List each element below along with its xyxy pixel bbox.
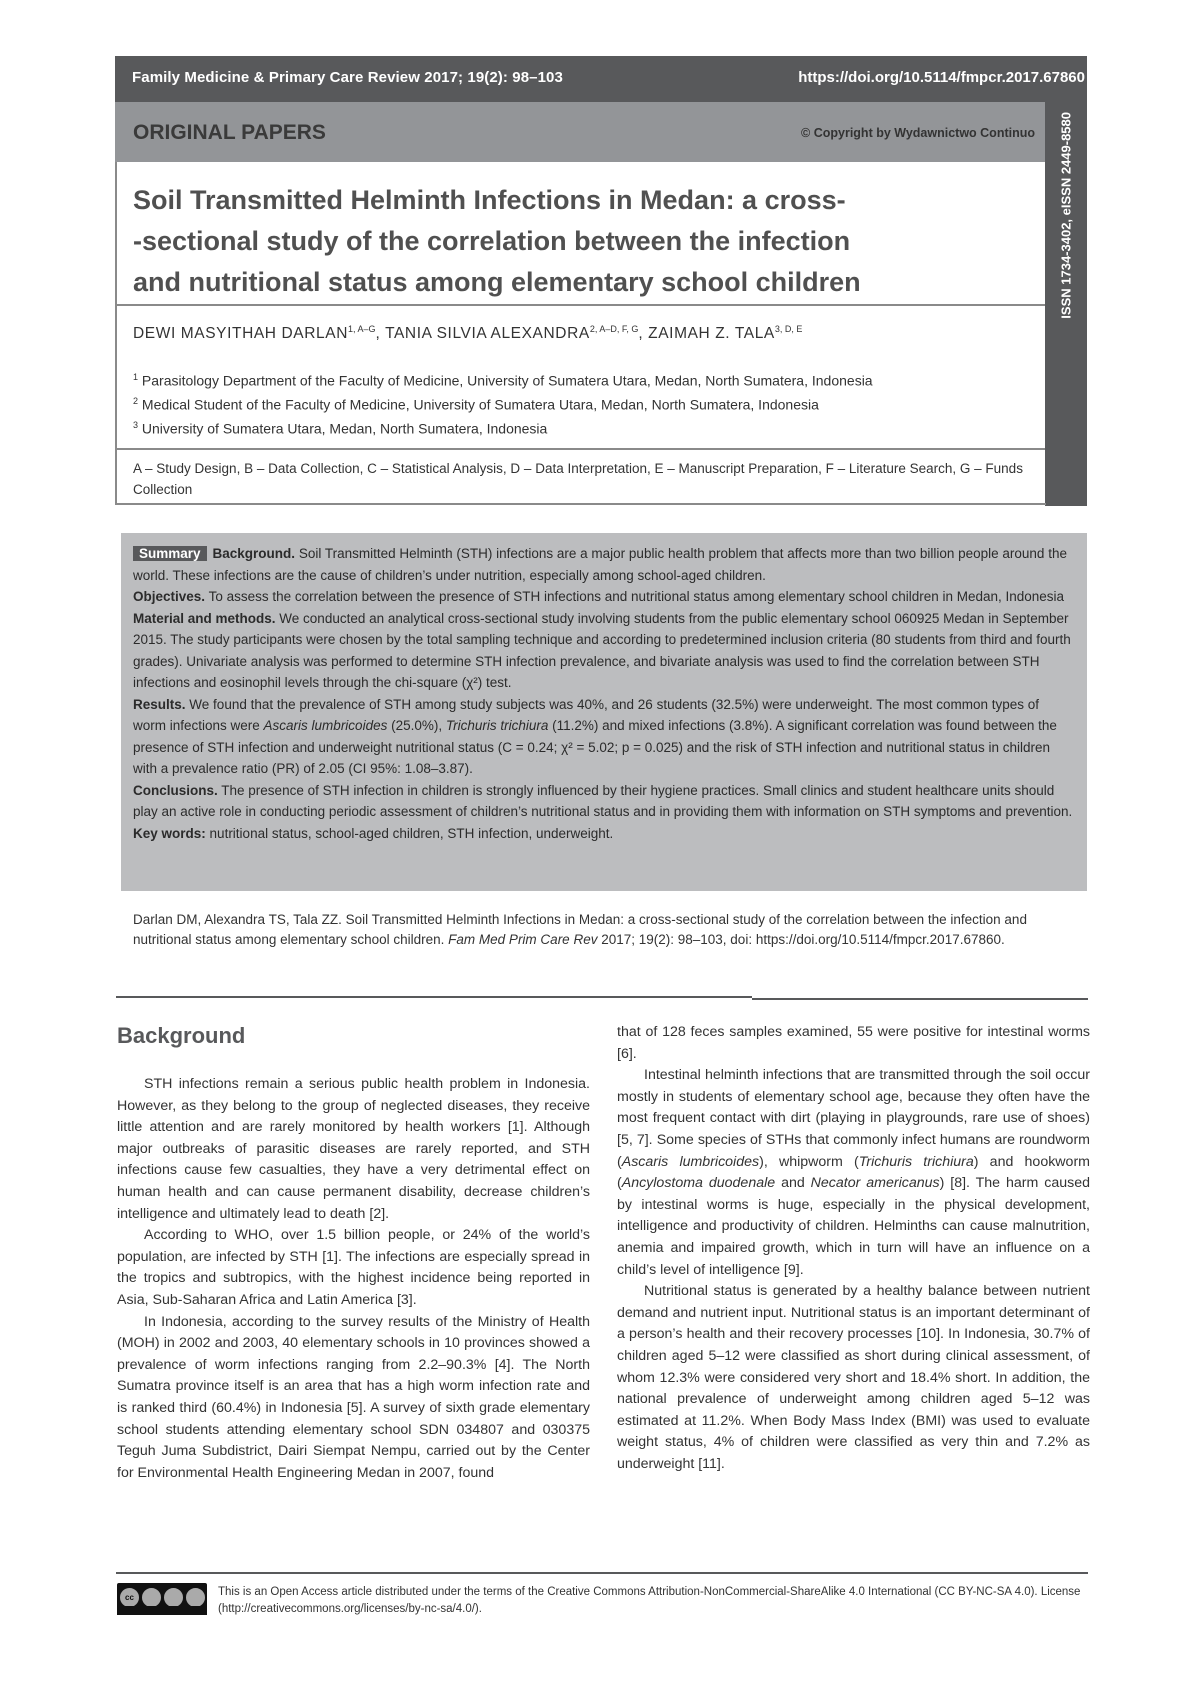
paragraph: Intestinal helminth infections that are transmitted through the soil occur mostly in students of elementary school age, because they often have the most frequent contact with dirt (playing in playgrounds, rare use of shoes) [5, 7]. Some species of STHs that commonly infect humans are roundworm (Ascaris lumbricoides), whipworm (Trichuris trichiura) and hookworm (Ancylostoma duodenale and Necator americanus) [8]. The harm caused by intestinal worms is huge, especially in the physical development, intelligence and productivity of children. Helminths can cause malnutrition, anemia and impaired growth, which in turn will have an influence on a child’s level of intelligence [9]. xyxy=(617,1067,1090,1278)
summary-keywords xyxy=(133,823,1073,845)
text: The presence of STH infection in children is strongly influenced by their hygiene practices. Small clinics and student healthcare units should play an active role in conducting periodic assessment of children’s nutritional status and in providing them with information on STH symptoms and prevention. xyxy=(133,782,1073,819)
species-name: Trichuris trichiura xyxy=(858,1153,974,1170)
author-name: DEWI MASYITHAH DARLAN xyxy=(133,325,348,343)
text: To assess the correlation between the presence of STH infections and nutritional status among elementary school children in Medan, Indonesia xyxy=(208,589,1065,604)
citation-text: Darlan DM, Alexandra TS, Tala ZZ. Soil Transmitted Helminth Infections in Medan: a cross-sectional study of the correlation between the infection and nutritional status among elementary school children. xyxy=(133,912,1027,947)
copyright-notice: © Copyright by Wydawnictwo Continuo xyxy=(801,126,1035,140)
summary-conclusions xyxy=(133,780,1073,823)
species-name: Ancylostoma duodenale xyxy=(621,1175,776,1192)
title-line: Soil Transmitted Helminth Infections in Medan: a cross- xyxy=(133,185,846,215)
affiliation xyxy=(133,372,873,389)
species-name: Trichuris trichiura xyxy=(445,718,549,733)
section-heading: Background xyxy=(117,1023,246,1048)
paragraph: Nutritional status is generated by a healthy balance between nutrient demand and nutrient input. Nutritional status is an important determinant of a person’s health and their recovery processes [10]. In Indonesia, 30.7% of children aged 5–12 were classified as short during clinical assessment, of whom 12.3% were considered very short and 18.4% short. In addition, the national prevalence of underweight among children aged 5–12 was estimated at 11.2%. When Body Mass Index (BMI) was used to evaluate weight status, 4% of children were classified as very thin and 7.2% as underweight [11]. xyxy=(617,1283,1090,1472)
text: nutritional status, school-aged children, STH infection, underweight. xyxy=(209,825,614,841)
label: Background. xyxy=(212,546,296,561)
text: We found that the prevalence of STH among study subjects was 40%, and 26 students (32.5%) were underweight. The most common types of worm infections were xyxy=(133,696,1040,733)
affiliation-num: 3 xyxy=(133,420,139,430)
author-sup: 2, A–D, F, G xyxy=(589,324,639,334)
paragraph: According to WHO, over 1.5 billion people, or 24% of the world’s population, are infected by STH [1]. The infections are especially spread in the tropics and subtropics, with the highest incidence being reported in Asia, Sub-Saharan Africa and Latin America [3]. xyxy=(117,1227,590,1308)
species-name: Necator americanus xyxy=(810,1175,940,1192)
citation-text: 2017; 19(2): 98–103, doi: https://doi.org/10.5114/fmpcr.2017.67860. xyxy=(597,932,1005,947)
summary-results xyxy=(133,694,1073,780)
how-to-cite xyxy=(133,910,1078,950)
divider xyxy=(117,448,1045,450)
text: We conducted an analytical cross-sectional study involving students from the public elementary school 060925 Medan in September 2015. The study participants were chosen by the total sampling technique and according to predetermined inclusion criteria (80 students from third and fourth grades). Univariate analysis was performed to determine STH infection prevalence, and bivariate analysis was used to find the correlation between STH infections and eosinophil levels through the chi-square (χ²) test. xyxy=(133,610,1071,690)
paragraph: that of 128 feces samples examined, 55 were positive for intestinal worms [6]. xyxy=(617,1024,1090,1062)
affiliation-text: University of Sumatera Utara, Medan, North Sumatera, Indonesia xyxy=(141,420,548,437)
text: (25.0%), xyxy=(387,718,446,733)
author-name: ZAIMAH Z. TALA xyxy=(648,325,775,343)
label: Results. xyxy=(133,696,186,712)
affiliation-text: Medical Student of the Faculty of Medicine, University of Sumatera Utara, Medan, North Sumatera, Indonesia xyxy=(141,396,819,413)
author-name: TANIA SILVIA ALEXANDRA xyxy=(385,325,590,343)
label: Material and methods. xyxy=(133,610,276,626)
doi-link[interactable]: https://doi.org/10.5114/fmpcr.2017.67860 xyxy=(798,69,1085,86)
citation-journal: Fam Med Prim Care Rev xyxy=(448,932,598,947)
affiliation-num: 2 xyxy=(133,396,139,406)
issn-sidebar xyxy=(1045,102,1087,506)
issn-text: ISSN 1734-3402, eISSN 2449-8580 xyxy=(1058,112,1074,319)
text: Soil Transmitted Helminth (STH) infections are a major public health problem that affects more than two billion people around the world. These infections are the cause of children’s under nutrition, especially among school-aged children. xyxy=(133,546,1067,583)
summary-methods xyxy=(133,608,1073,694)
label: Conclusions. xyxy=(133,782,218,798)
cc-icon-bar xyxy=(117,1606,207,1615)
paragraph: In Indonesia, according to the survey results of the Ministry of Health (MOH) in 2002 and 2003, 40 elementary schools in 10 provinces showed a prevalence of worm infections ranging from 2.2–90.3% [4]. The North Sumatra province itself is an area that has a high worm infection rate and is ranked third (60.4%) in Indonesia [5]. A survey of sixth grade elementary school students attending elementary school SDN 034807 and 030375 Teguh Juma Subdistrict, Dairi Siempat Nempu, carried out by the Center for Environmental Health Engineering Medan in 2007, found xyxy=(117,1313,590,1481)
divider xyxy=(116,996,752,998)
label: Key words: xyxy=(133,825,206,841)
summary-background xyxy=(133,543,1073,586)
text: (11.2%) and mixed infections (3.8%). A significant correlation was found between the presence of STH infection and underweight nutritional status (C = 0.24; χ² = 5.02; p = 0.025) and the risk of STH infection and nutritional status in children with a prevalence ratio (PR) of 2.05 (CI 95%: 1.08–3.87). xyxy=(133,718,1057,776)
author-sup: 1, A–G xyxy=(348,324,376,334)
cc-license-icon[interactable] xyxy=(117,1583,207,1615)
contribution-legend: A – Study Design, B – Data Collection, C – Statistical Analysis, D – Data Interpretation, E – Manuscript Preparation, F – Literature Search, G – Funds Collection xyxy=(133,461,1023,497)
summary-objectives xyxy=(133,586,1073,608)
species-name: Ascaris lumbricoides xyxy=(621,1153,760,1170)
affiliation xyxy=(133,420,547,437)
author-list: DEWI MASYITHAH $DARLAN^{1, A-G}$, TANIA SILVIA $ALEXANDRA^{2, A-D, F, G}$, ZAIMAH Z. $TALA^{3, D, E}$ xyxy=(133,324,803,343)
body-column-right xyxy=(617,1022,1090,1475)
affiliation-num: 1 xyxy=(133,372,139,382)
title-line: and nutritional status among elementary school children xyxy=(133,267,861,297)
divider xyxy=(117,304,1045,306)
label: Objectives. xyxy=(133,589,206,604)
divider xyxy=(116,1572,1088,1574)
section-label: ORIGINAL PAPERS xyxy=(133,121,326,144)
author-sup: 3, D, E xyxy=(774,324,803,334)
paragraph: STH infections remain a serious public health problem in Indonesia. However, as they belong to the group of neglected diseases, they receive little attention and are rarely monitored by health workers [1]. Although major outbreaks of parasitic diseases are rarely reported, and STH infections cause few casualties, they have a very detrimental effect on human health and can cause permanent disability, decrease children’s intelligence and ultimately lead to death [2]. xyxy=(117,1076,590,1222)
species-name: Ascaris lumbricoides xyxy=(263,718,388,733)
title-line: -sectional study of the correlation between the infection xyxy=(133,226,851,256)
summary-tag: Summary xyxy=(133,546,207,561)
license-text: This is an Open Access article distributed under the terms of the Creative Commons Attribution-NonCommercial-ShareAlike 4.0 International (CC BY-NC-SA 4.0). License (http://creativecommons.org/licenses/by-nc-sa/4.0/). xyxy=(218,1586,1081,1615)
body-column-left xyxy=(117,1074,590,1484)
affiliation xyxy=(133,396,819,413)
affiliation-text: Parasitology Department of the Faculty of Medicine, University of Sumatera Utara, Medan, North Sumatera, Indonesia xyxy=(141,372,873,389)
summary-box xyxy=(121,533,1087,891)
divider xyxy=(752,998,1088,1000)
article-title xyxy=(133,180,993,303)
cc-icon: cc xyxy=(118,1586,141,1609)
journal-citation: Family Medicine & Primary Care Review 2017; 19(2): 98–103 xyxy=(132,69,563,86)
